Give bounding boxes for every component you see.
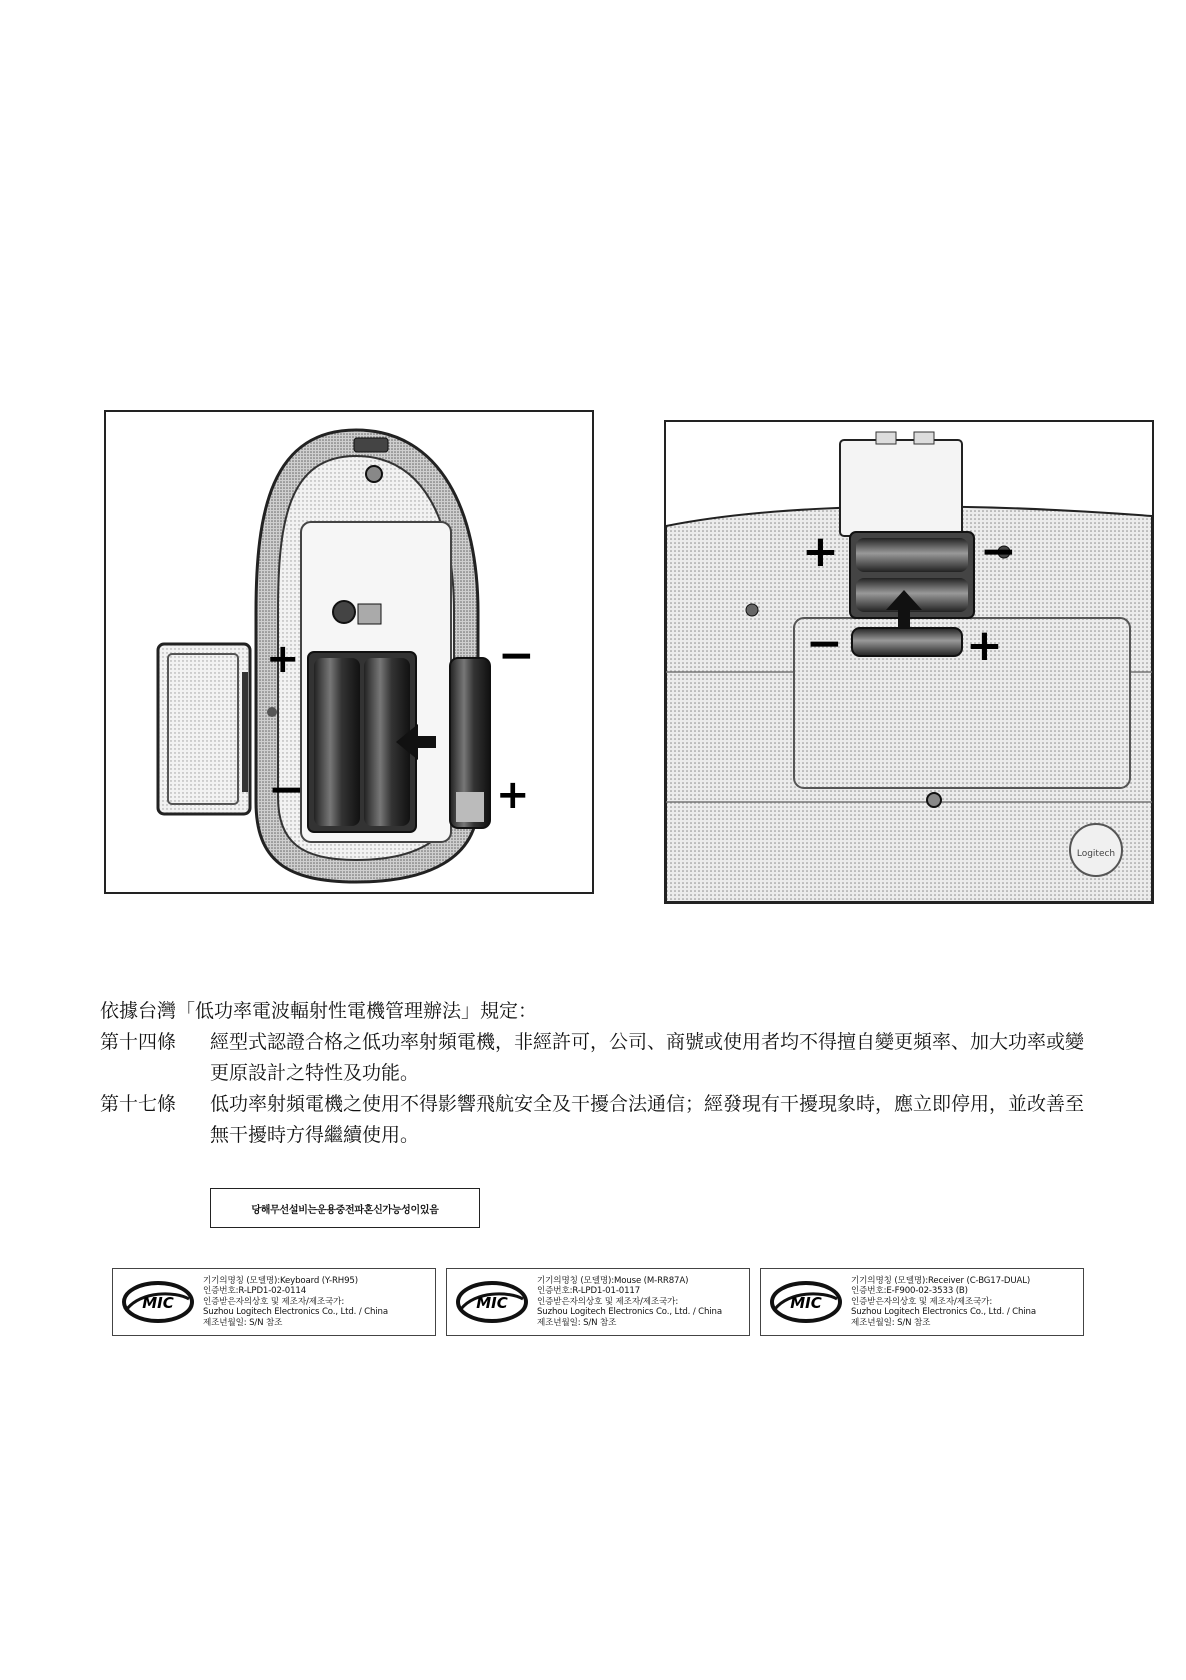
mic-label-text: 기기의명칭 (모델명):Receiver (C-BG17-DUAL) 인증번호:E-F900-02-3533 (B) 인증받은자의상호 및 제조자/제조국가: Suzhou Logitech Electronics Co., Ltd. / China 제조년월일: S/N 참조 — [851, 1275, 1036, 1328]
mic-label-keyboard — [112, 1268, 436, 1336]
svg-text:MIC: MIC — [142, 1294, 174, 1312]
article-number: 第十七條 — [100, 1093, 177, 1115]
article-text: 低功率射頻電機之使用不得影響飛航安全及干擾合法通信；經發現有干擾現象時，應立即停用，並改善至無干擾時方得繼續使用。 — [210, 1093, 1085, 1146]
notice-intro: 依據台灣「低功率電波輻射性電機管理辦法」規定： — [100, 1000, 538, 1022]
korean-notice-text: 당해무선설비는운용중전파혼신가능성이있음 — [251, 1204, 439, 1216]
svg-text:MIC: MIC — [476, 1294, 508, 1312]
article-number: 第十四條 — [100, 1031, 177, 1053]
keyboard-minus-right: − — [980, 526, 1017, 577]
article-text: 經型式認證合格之低功率射頻電機，非經許可，公司、商號或使用者均不得擅自變更頻率、加大功率或變更原設計之特性及功能。 — [210, 1031, 1085, 1084]
mic-logo-icon — [455, 1279, 529, 1325]
logitech-logo: Logitech — [1076, 849, 1116, 859]
korean-interference-notice — [210, 1188, 480, 1228]
article-14 — [100, 1027, 1100, 1089]
keyboard-plus-right: + — [966, 620, 1003, 671]
article-17 — [100, 1089, 1100, 1151]
mouse-battery-illustration — [104, 410, 594, 894]
mic-label-mouse — [446, 1268, 750, 1336]
mic-label-text: 기기의명칭 (모델명):Keyboard (Y-RH95) 인증번호:R-LPD1-02-0114 인증받은자의상호 및 제조자/제조국가: Suzhou Logitech Electronics Co., Ltd. / China 제조년월일: S/N 참조 — [203, 1275, 388, 1328]
mouse-minus-bottom: − — [268, 764, 305, 815]
mic-logo-icon — [769, 1279, 843, 1325]
mic-label-receiver — [760, 1268, 1084, 1336]
keyboard-battery-illustration — [664, 420, 1154, 904]
keyboard-plus-left: + — [802, 526, 839, 577]
mic-certification-labels — [112, 1268, 1072, 1338]
mouse-minus-top: − — [498, 630, 535, 681]
mic-logo-icon — [121, 1279, 195, 1325]
mouse-plus-top: + — [266, 636, 300, 682]
svg-text:MIC: MIC — [790, 1294, 822, 1312]
keyboard-minus-left: − — [806, 618, 843, 669]
mouse-plus-bottom: + — [496, 772, 530, 818]
taiwan-regulatory-notice — [100, 996, 1100, 1151]
mic-label-text: 기기의명칭 (모델명):Mouse (M-RR87A) 인증번호:R-LPD1-01-0117 인증받은자의상호 및 제조자/제조국가: Suzhou Logitech Electronics Co., Ltd. / China 제조년월일: S/N 참조 — [537, 1275, 722, 1328]
